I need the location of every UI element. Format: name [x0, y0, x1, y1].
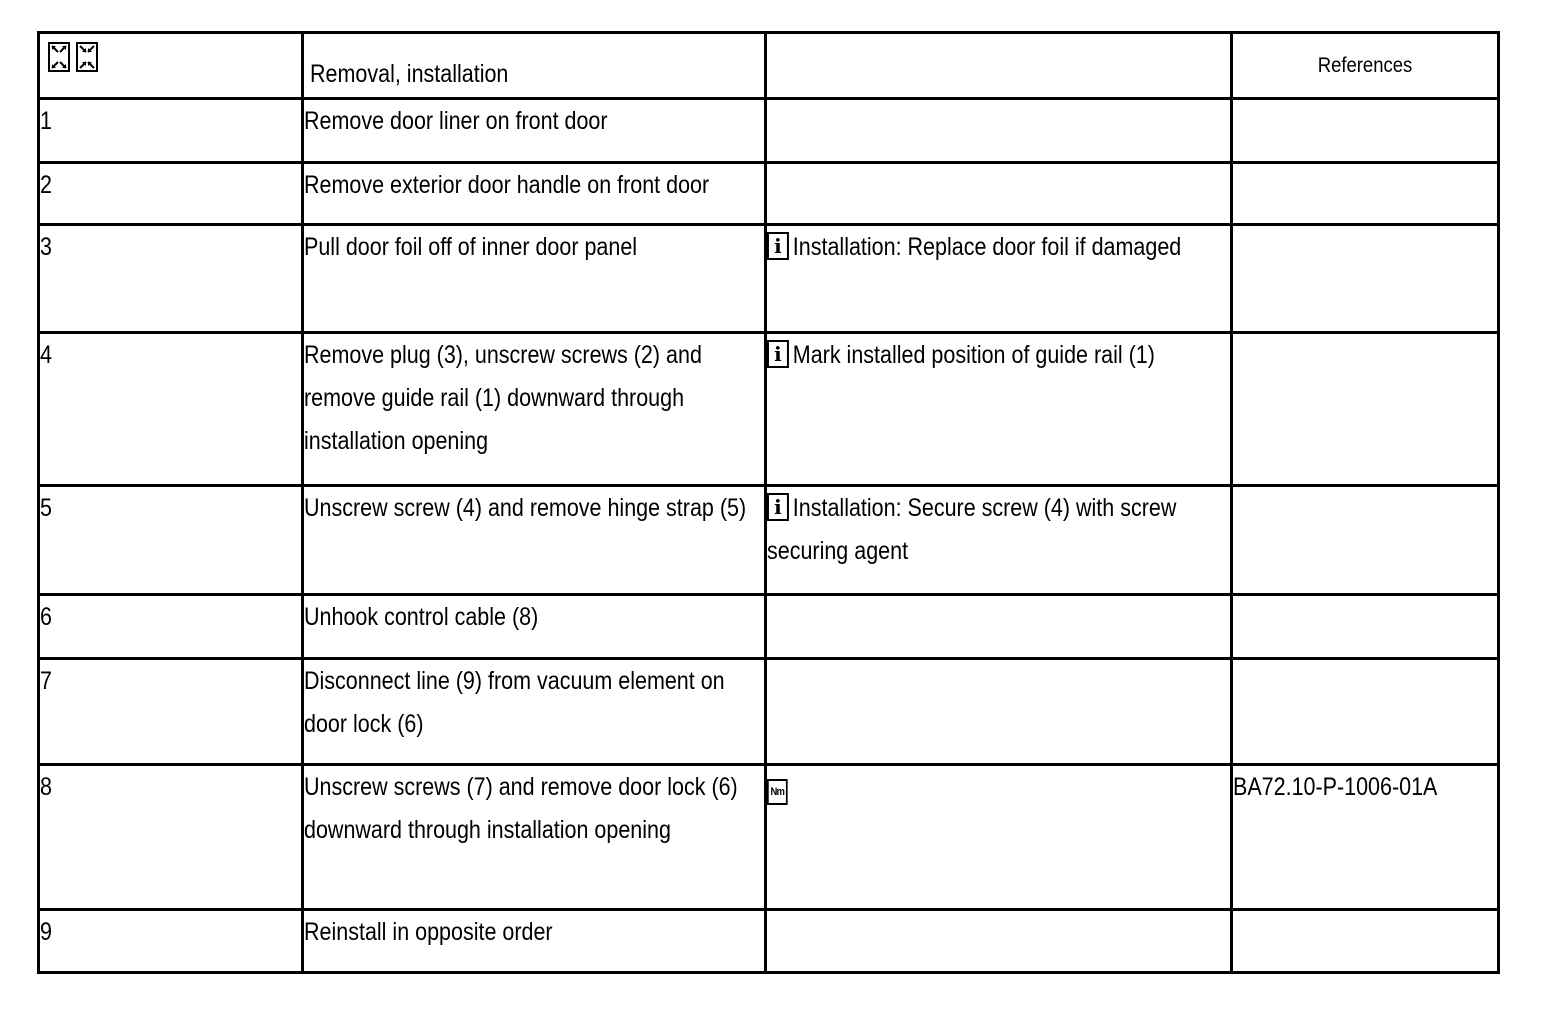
step-number: 3: [40, 233, 52, 261]
note-cell: [766, 225, 1232, 333]
table-row: [39, 163, 1499, 225]
header-step-cell: [39, 33, 303, 99]
table-row: [39, 659, 1499, 765]
reference-cell: [1232, 765, 1499, 910]
step-number-cell: [39, 595, 303, 659]
note-content: [767, 226, 1229, 269]
note-content: [767, 334, 1229, 377]
note-text: Installation: Secure screw (4) with screw securing agent: [767, 494, 1177, 565]
table-row: [39, 595, 1499, 659]
action-cell: [303, 595, 766, 659]
note-text: Mark installed position of guide rail (1): [792, 341, 1155, 369]
action-text: Disconnect line (9) from vacuum element on door lock (6): [304, 667, 725, 738]
header-note-title: [767, 34, 1165, 60]
reference-cell: [1232, 163, 1499, 225]
action-text: Remove door liner on front door: [304, 107, 608, 135]
action-text: Pull door foil off of inner door panel: [304, 233, 638, 261]
action-text: Remove plug (3), unscrew screws (2) and remove guide rail (1) downward through installation opening: [304, 341, 702, 455]
action-cell: [303, 163, 766, 225]
action-cell: [303, 486, 766, 595]
note-cell: [766, 595, 1232, 659]
table-row: [39, 486, 1499, 595]
action-cell: [303, 910, 766, 973]
note-cell: [766, 659, 1232, 765]
step-number: 9: [40, 918, 52, 946]
header-action-cell: [303, 33, 766, 99]
table-row: [39, 910, 1499, 973]
step-number-cell: [39, 486, 303, 595]
table-row: [39, 99, 1499, 163]
reference-cell: [1232, 910, 1499, 973]
step-number-cell: [39, 163, 303, 225]
step-number: 5: [40, 494, 52, 522]
info-icon: i: [767, 232, 789, 260]
header-action-title: Removal, installation: [310, 60, 509, 88]
note-content: [767, 487, 1229, 573]
action-text: Reinstall in opposite order: [304, 918, 553, 946]
header-references-title: References: [1317, 54, 1413, 77]
action-cell: [303, 99, 766, 163]
torque-icon: Nm: [767, 779, 788, 805]
step-number-cell: [39, 765, 303, 910]
action-text: Unscrew screws (7) and remove door lock (6) downward through installation opening: [304, 773, 738, 844]
action-cell: [303, 659, 766, 765]
note-text: Installation: Replace door foil if damaged: [792, 233, 1182, 261]
swap-in-icon: [76, 42, 98, 72]
procedure-table: [37, 31, 1500, 974]
step-number: 7: [40, 667, 52, 695]
step-number: 6: [40, 603, 52, 631]
action-cell: [303, 765, 766, 910]
step-number-cell: [39, 910, 303, 973]
step-number: 1: [40, 107, 52, 135]
info-icon: i: [767, 340, 789, 368]
table-row: [39, 765, 1499, 910]
action-cell: [303, 225, 766, 333]
header-row: [39, 33, 1499, 99]
step-number: 8: [40, 773, 52, 801]
step-number: 4: [40, 341, 52, 369]
header-references-cell: [1232, 33, 1499, 99]
reference-cell: [1232, 486, 1499, 595]
table-row: [39, 225, 1499, 333]
note-cell: [766, 163, 1232, 225]
info-icon: i: [767, 493, 789, 521]
step-number-cell: [39, 659, 303, 765]
note-cell: [766, 910, 1232, 973]
action-cell: [303, 333, 766, 486]
reference-cell: [1232, 99, 1499, 163]
note-cell: [766, 765, 1232, 910]
step-number: 2: [40, 171, 52, 199]
reference-link[interactable]: BA72.10-P-1006-01A: [1233, 773, 1438, 801]
reference-cell: [1232, 225, 1499, 333]
step-number-cell: [39, 99, 303, 163]
reference-cell: [1232, 595, 1499, 659]
note-cell: [766, 99, 1232, 163]
action-text: Unscrew screw (4) and remove hinge strap (5): [304, 494, 747, 522]
action-text: Remove exterior door handle on front door: [304, 171, 710, 199]
header-note-cell: [766, 33, 1232, 99]
note-cell: [766, 486, 1232, 595]
step-number-cell: [39, 333, 303, 486]
reference-cell: [1232, 659, 1499, 765]
step-number-cell: [39, 225, 303, 333]
note-cell: [766, 333, 1232, 486]
reference-cell: [1232, 333, 1499, 486]
table-row: [39, 333, 1499, 486]
note-content: [767, 766, 1229, 809]
swap-out-icon: [48, 42, 70, 72]
action-text: Unhook control cable (8): [304, 603, 539, 631]
